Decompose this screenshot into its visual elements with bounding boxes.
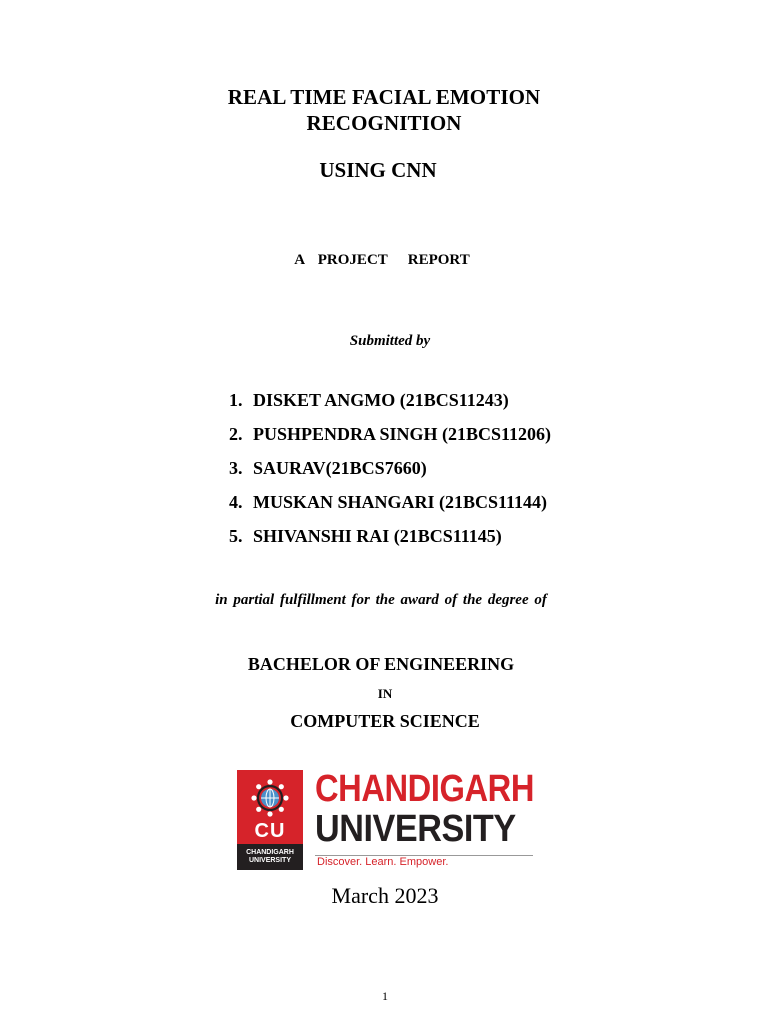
author-name: MUSKAN SHANGARI (21BCS11144) [253,492,548,512]
author-name: DISKET ANGMO (21BCS11243) [253,390,509,410]
logo-badge-cu: CU [254,820,286,842]
degree-name: BACHELOR OF ENGINEERING [247,654,515,674]
degree-in-word: IN [377,686,393,701]
report-type: A PROJECT REPORT [294,252,470,268]
list-item [229,489,551,523]
report-title [0,84,768,136]
page-number: 1 [382,989,388,1003]
fulfillment-statement: in partial fulfillment for the award of the degree of [215,592,547,608]
report-title-line-1: REAL TIME FACIAL EMOTION [227,85,541,109]
university-logo [237,770,535,870]
author-number: 1. [229,390,243,410]
globe-icon [250,778,290,818]
list-item [229,387,551,421]
submission-date: March 2023 [331,883,439,908]
list-item [229,421,551,455]
author-name: PUSHPENDRA SINGH (21BCS11206) [253,424,552,444]
degree-field: COMPUTER SCIENCE [290,711,480,731]
list-item [229,455,551,489]
report-title-line-2: RECOGNITION [306,111,462,135]
author-list [229,387,551,557]
author-number: 2. [229,424,243,444]
logo-badge [237,770,303,870]
submitted-by-label: Submitted by [349,333,431,349]
logo-tagline: Discover. Learn. Empower. [317,856,449,868]
logo-badge-caption-line-1: CHANDIGARH [246,849,294,856]
logo-name-line-1: CHANDIGARH [315,768,535,810]
author-number: 5. [229,526,243,546]
logo-name-line-2: UNIVERSITY [315,808,516,850]
author-name: SAURAV(21BCS7660) [253,458,427,478]
logo-badge-caption [237,844,303,870]
author-name: SHIVANSHI RAI (21BCS11145) [253,526,502,546]
list-item [229,523,551,557]
logo-badge-caption-line-2: UNIVERSITY [248,857,291,864]
author-number: 4. [229,492,243,512]
report-subtitle: USING CNN [319,158,437,182]
author-number: 3. [229,458,243,478]
